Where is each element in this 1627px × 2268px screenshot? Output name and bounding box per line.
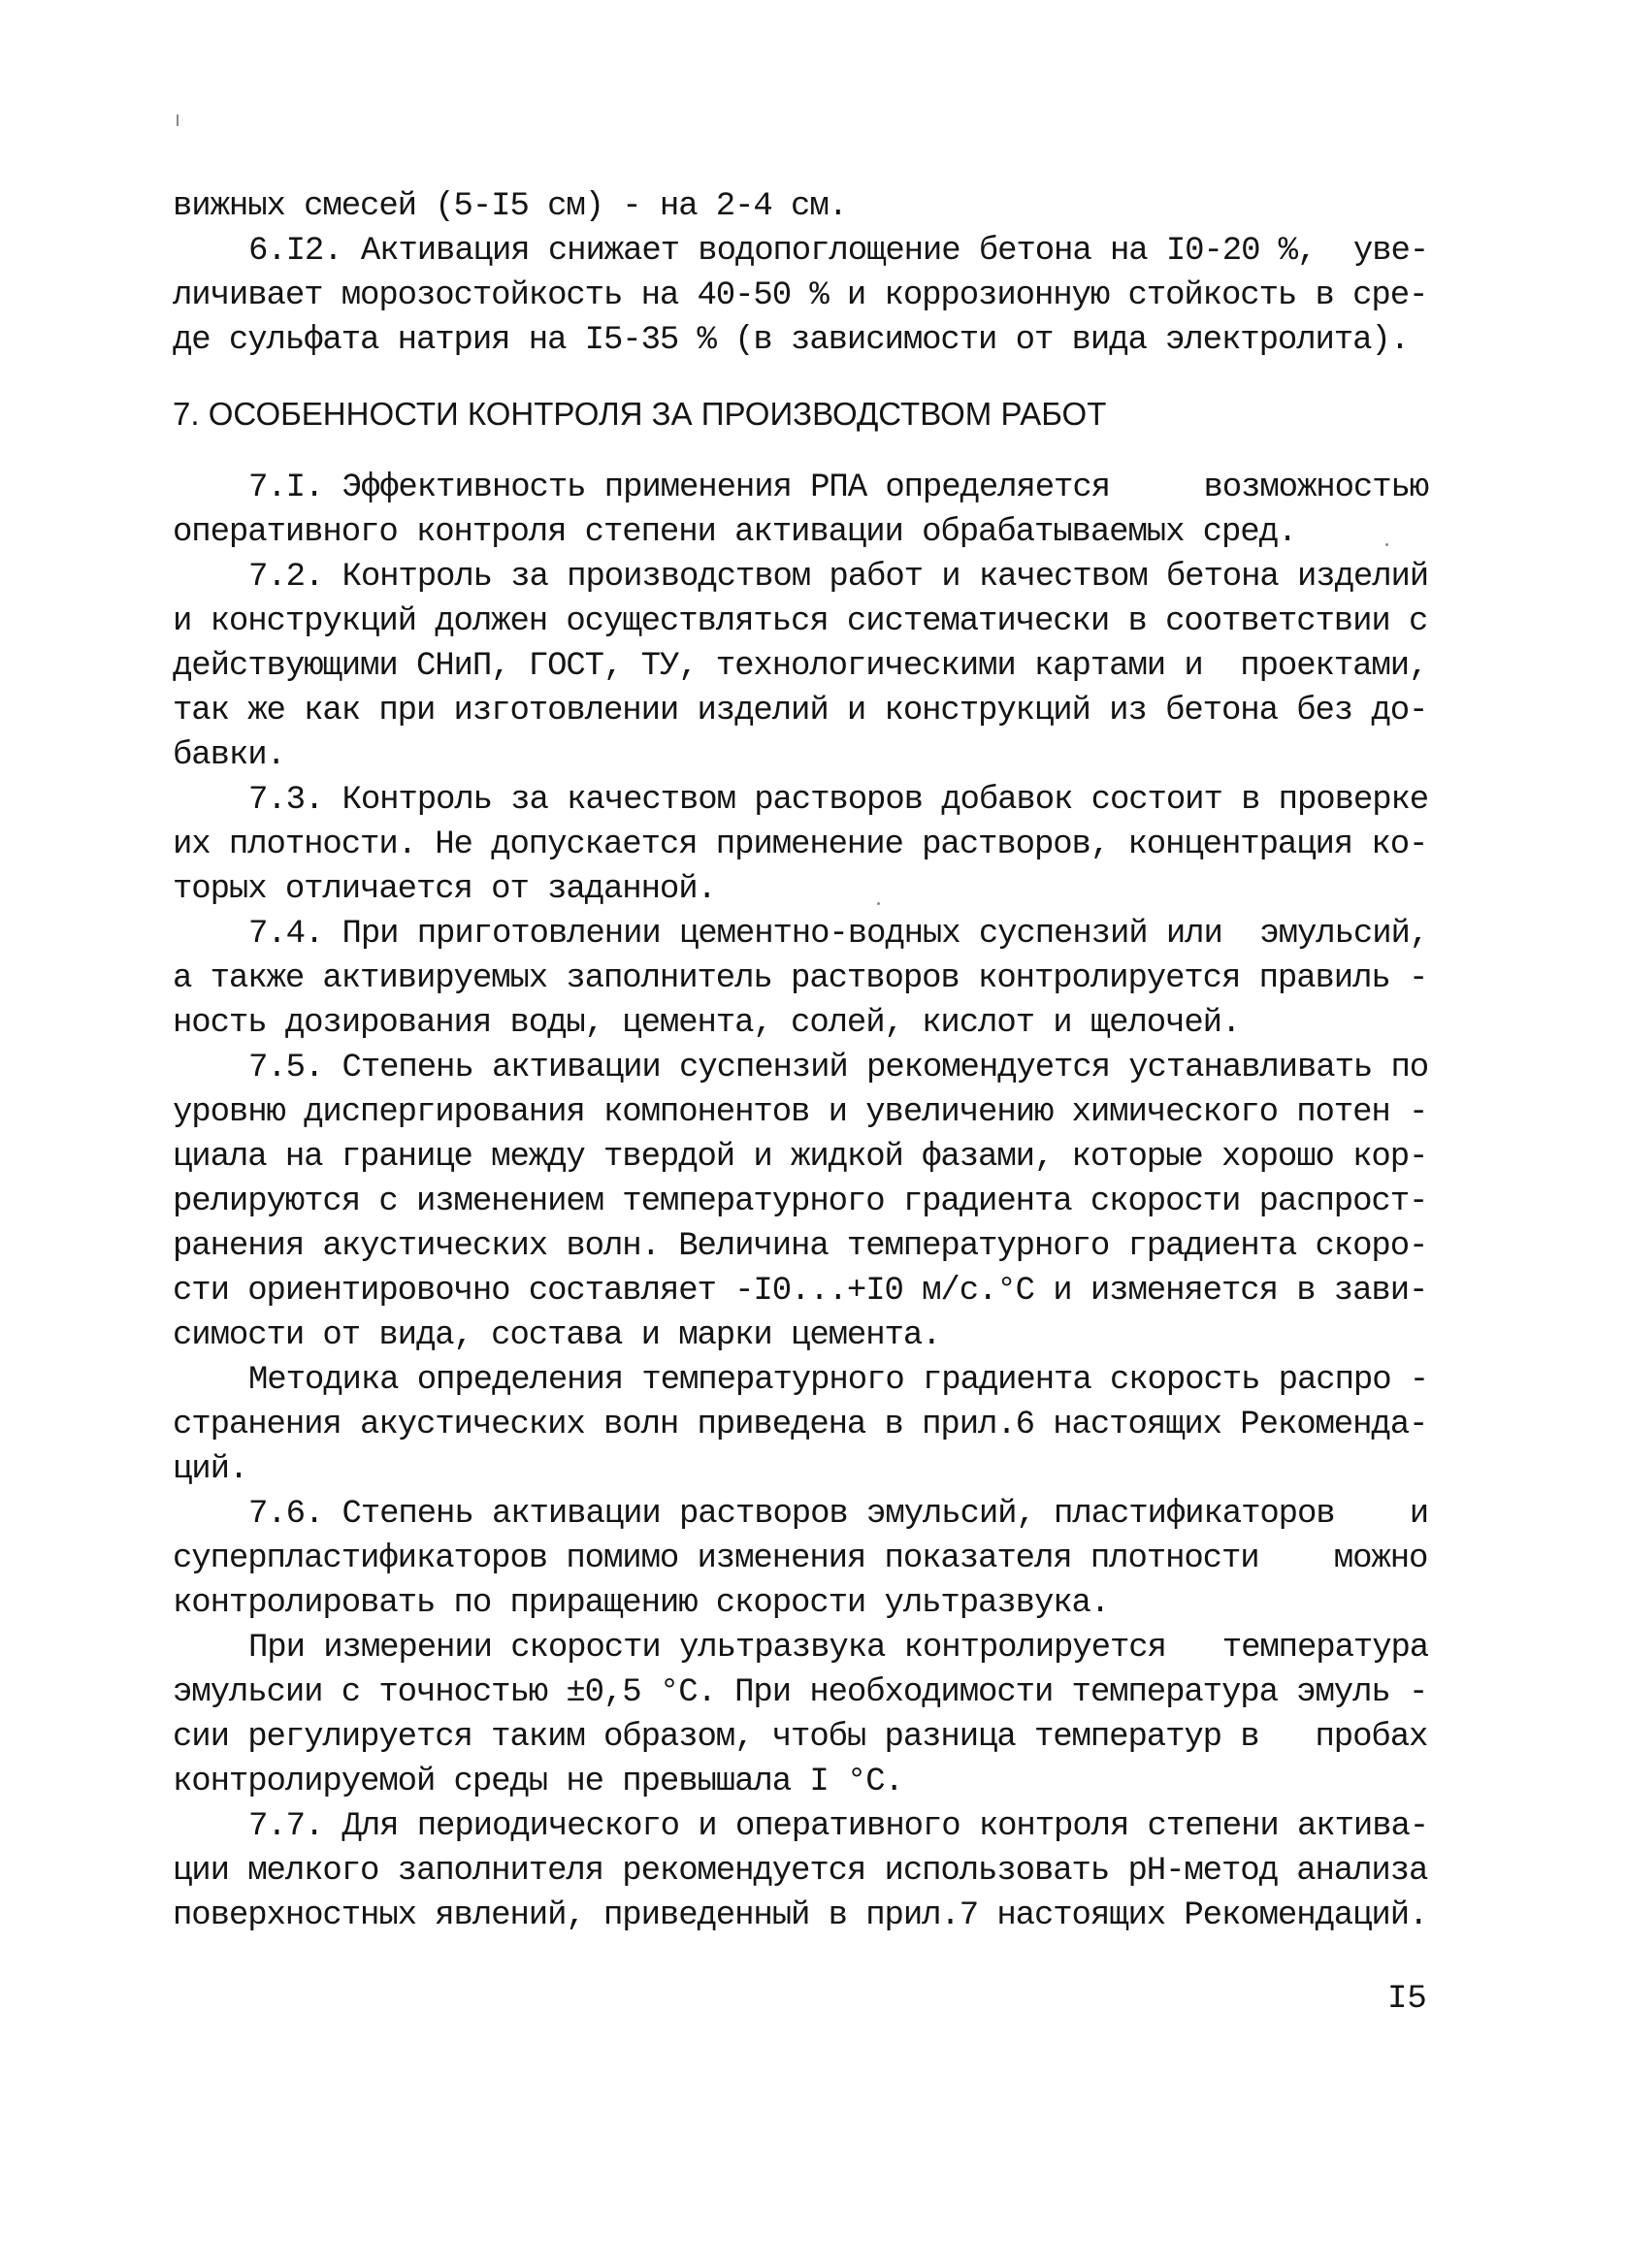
text-line: суперпластификаторов помимо изменения показателя плотности можно: [173, 1540, 1428, 1577]
section-heading: 7. ОСОБЕННОСТИ КОНТРОЛЯ ЗА ПРОИЗВОДСТВОМ РАБОТ: [173, 396, 1107, 432]
paragraph-6-12-start: 6.I2. Активация снижает водопоглощение бетона на I0-20 %, уве-: [248, 233, 1429, 270]
text-line: действующими СНиП, ГОСТ, ТУ, технологическими картами и проектами,: [173, 648, 1428, 685]
scan-speck: [177, 114, 179, 126]
text-line: сти ориентировочно составляет -I0...+I0 м/с.°С и изменяется в зави-: [173, 1273, 1428, 1310]
text-line: поверхностных явлений, приведенный в прил.7 настоящих Рекомендаций.: [173, 1897, 1428, 1934]
text-line: контролируемой среды не превышала I °С.: [173, 1764, 903, 1800]
text-line: оперативного контроля степени активации обрабатываемых сред.: [173, 514, 1297, 551]
paragraph-measurement-start: При измерении скорости ультразвука контролируется температура: [248, 1630, 1429, 1667]
text-line: вижных смесей (5-I5 см) - на 2-4 см.: [173, 188, 847, 225]
paragraph-7-2-start: 7.2. Контроль за производством работ и качеством бетона изделий: [248, 559, 1429, 596]
text-line: и конструкций должен осуществляться систематически в соответствии с: [173, 603, 1428, 640]
scan-speck: [877, 902, 880, 905]
paragraph-7-3-start: 7.3. Контроль за качеством растворов добавок состоит в проверке: [248, 782, 1429, 819]
text-line: их плотности. Не допускается применение растворов, концентрация ко-: [173, 826, 1428, 863]
page-number: I5: [1387, 1981, 1427, 2018]
paragraph-7-7-start: 7.7. Для периодического и оперативного контроля степени актива-: [248, 1808, 1429, 1845]
text-line: де сульфата натрия на I5-35 % (в зависимости от вида электролита).: [173, 322, 1410, 359]
text-line: а также активируемых заполнитель растворов контролируется правиль -: [173, 960, 1428, 997]
text-line: ность дозирования воды, цемента, солей, кислот и щелочей.: [173, 1005, 1241, 1042]
text-line: странения акустических волн приведена в прил.6 настоящих Рекоменда-: [173, 1407, 1428, 1443]
paragraph-7-4-start: 7.4. При приготовлении цементно-водных суспензий или эмульсий,: [248, 916, 1429, 953]
text-line: торых отличается от заданной.: [173, 871, 716, 908]
text-line: эмульсии с точностью ±0,5 °С. При необходимости температура эмуль -: [173, 1674, 1428, 1711]
text-line: уровню диспергирования компонентов и увеличению химического потен -: [173, 1094, 1428, 1131]
paragraph-7-5-start: 7.5. Степень активации суспензий рекомендуется устанавливать по: [248, 1050, 1429, 1086]
text-line: циала на границе между твердой и жидкой фазами, которые хорошо кор-: [173, 1139, 1428, 1176]
text-line: сии регулируется таким образом, чтобы разница температур в пробах: [173, 1719, 1428, 1756]
text-line: ции мелкого заполнителя рекомендуется использовать рН-метод анализа: [173, 1853, 1428, 1890]
text-line: личивает морозостойкость на 40-50 % и коррозионную стойкость в сре-: [173, 277, 1428, 314]
text-line: бавки.: [173, 737, 285, 774]
text-line: ранения акустических волн. Величина температурного градиента скоро-: [173, 1228, 1428, 1265]
text-line: контролировать по приращению скорости ультразвука.: [173, 1585, 1110, 1622]
paragraph-7-1-start: 7.I. Эффективность применения РПА определяется возможностью: [248, 470, 1429, 506]
scan-speck: [1385, 543, 1388, 546]
text-line: ций.: [173, 1451, 248, 1488]
body-text: [173, 184, 1434, 1938]
text-line: так же как при изготовлении изделий и конструкций из бетона без до-: [173, 693, 1428, 729]
text-line: симости от вида, состава и марки цемента.: [173, 1317, 941, 1354]
paragraph-7-6-start: 7.6. Степень активации растворов эмульсий, пластификаторов и: [248, 1496, 1429, 1533]
paragraph-method-start: Методика определения температурного градиента скорость распро -: [248, 1362, 1429, 1399]
text-line: релируются с изменением температурного градиента скорости распрост-: [173, 1183, 1428, 1220]
